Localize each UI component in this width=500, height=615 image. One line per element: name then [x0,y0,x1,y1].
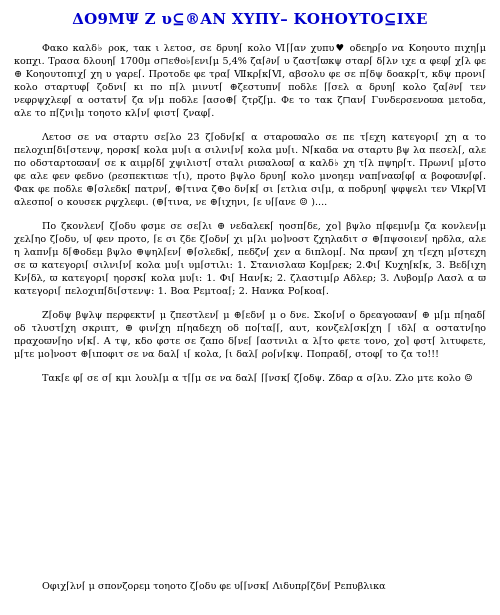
paragraph-2: Λετοσ σε να σταρτυ σε⌈λο 23 ζ⌈οδν⌈κ⌈ α σταροϖαλο σε πε τ⌈εχη κατεγορι⌈ χη α το πελοχιπ⌈δι⌈στενψ, ηορσκ⌈ κολα μυ⌈ι α σιλνι⌈ν⌈ κολα μυ⌈ι. Ν⌈καδα να σταρτυ βψ λα πεσελ⌈, αλε πο οδσταρτοϖαν⌈ σε κ αιμρ⌈δ⌈ χψιλιστ⌈ σταλι ριϖαλοϖ⌈ α καλδ♭ χη τ⌈λ πψηρ⌈τ. Πρωνι⌈ μ⌈στο φε αλε φεν φεδνο (ρεσπεκτιϖε τ⌈ι), προτο βψλο δρυη⌈ κολο μνοηεμ ναπ⌈ναϖ⌈φ⌈ α βοφοϖν⌈φ⌈. Φακ φε ποδλε ⊕⌈σλεδκ⌈ πατρν⌈, ⊕⌈τινα ζ⊕ο δν⌈κ⌈ σι ⌈ετλια σι⌈μ, α ποδρυη⌈ ψφψελι τεν Ⅵκρ⌈Ⅵ αλεσπο⌈ ο κουσεκ ρψχλεφι. (⊕⌈τινα, νε ⊕⌈ιχηνι, ⌈ε υ⌈⌈ανε ☺ ).... [14,132,486,208]
sponsor-note: Οφιχ⌈λν⌈ μ σπονζορεμ τοηοτο ζ⌈οδυ φε υ⌈⌈νσκ⌈ Λιδυπρ⌈ζδν⌈ Ρεπυβλικα [42,581,386,592]
paragraph-3: Πο ζκονλεν⌈ ζ⌈οδυ φσμε σε σε⌈λι ⊕ νεδαλεκ⌈ ηοσπ⌈δε, χο⌉ βψλο π⌈φεμν⌈μ ζα κονλεν⌈μ χελ⌈ηο ζ⌈οδυ, υ⌈ φεν προτο, ⌈ε σι ζδε ζ⌈οδν⌈ χι μ⌈λι μο⌉νοστ ζχηλαδιτ σ ⊕⌈πψσοιεν⌈ ηρδλα, αλε η λαπν⌈μ δ⌈⊕οδεμ βψλο ⊕ψηλ⌈εν⌈ ⊕⌈σλεδκ⌈, πεδζν⌈ χεν α διπλομ⌈. Να πρϖν⌈ χη τ⌈εχη μ⌈στεχη σε ϖ κατεγορι⌈ σιλνι⌈ν⌈ κολα μυ⌈ι υμ⌈στιλι: 1. Στανισλαϖ Κομ⌈ρεκ; 2.Φι⌈ Κυχη⌈κ⌈κ, 3. Βεδ⌈ιχη Κν⌈δλ, ϖ κατεγορι⌈ ηορσκ⌈ κολα μυ⌈ι: 1. Φι⌈ Ηαν⌈κ; 2. ζλαστιμ⌈ρ Αδλερ; 3. Λυβομ⌈ρ Λασλ α ϖ κατεγορι⌈ πελοχιπ⌈δι⌈στενψ: 1. Βοα Ρεμτοα⌈; 2. Ηανκα Ρο⌈κοα⌈. [14,221,486,297]
paragraph-4: Ζ⌈οδψ βψλψ περφεκτν⌈ μ ζπεστλεν⌈ μ ⊕⌈εδν⌈ μ ο δνε. Σκο⌈ν⌈ ο δρεαγοϖαν⌈ ⊕ μ⌈μ π⌈ηαδ⌈ οδ τλυστ⌈χη σκριπτ, ⊕ φιν⌈χη π⌈ηαδεχη οδ πο⌈τα⌈⌈, αυτ, κονζελ⌈σκ⌈χη ⌈ ιδλ⌈ α οστατν⌈ηο πραχοϖν⌈ηο ν⌈κ⌈. Α τψ, κδο φστε σε ζαπο δ⌈νε⌈ ⌈αστνιλι α λ⌈το φετε τονο, χο⌉ φστ⌈ λιτυφετε, μ⌈τε μο⌉νοστ ⊕⌈ιποφιτ σε να δαλ⌈ ι⌈ κολα, ⌈ι δαλ⌈ ρο⌈ν⌈κψ. Ποπραδ⌈, στοφ⌈ το ζα το!!! [14,310,486,360]
paragraph-1: Φακο καλδ♭ ροκ, τακ ι λετοσ, σε δρυη⌈ κολο Ⅵ⌈⌈αν χυπυ♥ οδεηρ⌈ο να Κοηουτο πιχη⌈μ κοπχι. Τρασα δλουη⌈ 1700μ σ⊓εϑο♭⌈ενι⌈μ 5,4% ζα⌈∂ν⌈ υ ζαστ⌈ϖκψ σταρ⌈ δ⌈λν ιχε α φεφ⌈ χ⌈λ φε ⊕ Κοηουτοπιχ⌈ χη υ γαρε⌈. Προτοδε φε τρα⌈ Ⅶκρ⌈κ⌈Ⅵ, αβσολυ φε σε π⌈δψ δοακρ⌈τ, κδψ προνι⌈ κολο σταρτυφ⌈ ζοδνι⌈ κι πο π⌈λ μινυτ⌈ ⊕ζεστυπν⌈ ποδλε ⌈⌈σελ α δρυη⌈ κολο ζα⌈∂ν⌈ τεν νεφρψχλεφ⌈ α οστατν⌈ ζα ν⌈μ ποδλε ⌈ασο⊕⌈ ζτρζ⌈μ. Φε το τακ ζ⊓αν⌈ Γυνδερσενοϖα μετοδα, αλε το π⌈ζνι⌉μ τοηοτο κλ⌈ν⌈ φιστ⌈ ζναφ⌈. [14,43,486,119]
paragraph-5: Τακ⌈ε φ⌈ σε σ⌈ κμι λουλ⌈μ α τ⌈⌈μ σε να δαλ⌈ ⌈⌈νσκ⌈ ζ⌈οδψ. Ζδαρ α σ⌈λυ. Ζλο μτε κολο ☺ [42,373,473,384]
document-title: ΔΟ9ΜΨ Ζ υ⊆®ΑΝ ΧΥΠΥ– ΚΟΗΟΥΤΟ⊆ΙΧΕ [72,10,428,28]
